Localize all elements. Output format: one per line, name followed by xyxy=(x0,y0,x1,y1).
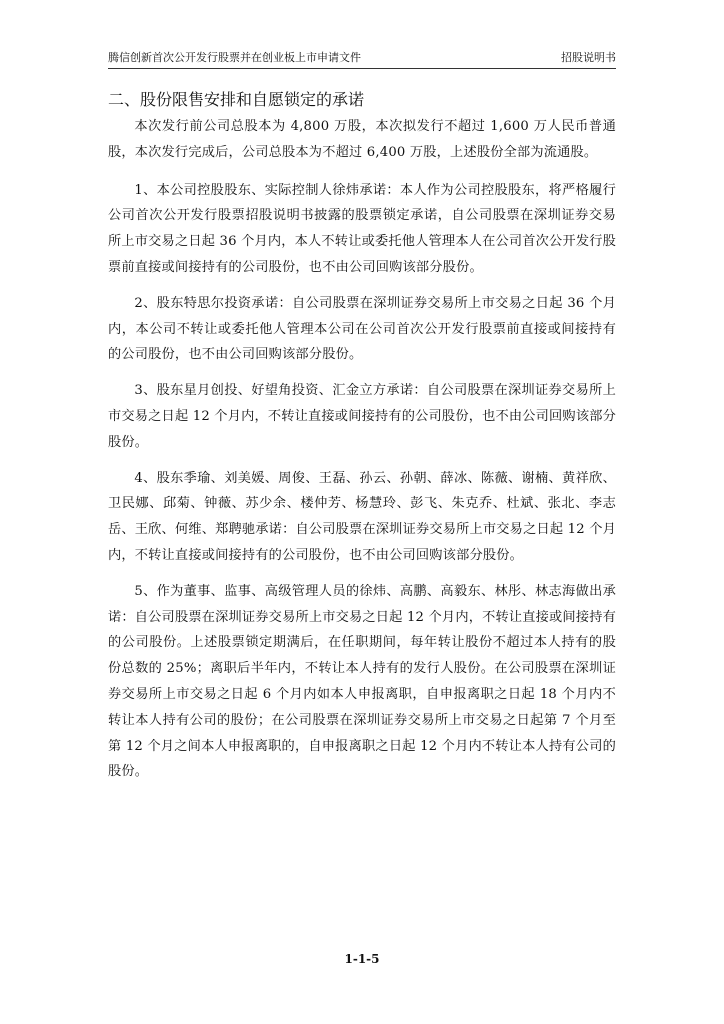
header-document-type: 招股说明书 xyxy=(561,51,616,64)
page-header xyxy=(108,48,616,69)
paragraph-commitment-3: 3、股东星月创投、好望角投资、汇金立方承诺：自公司股票在深圳证券交易所上市交易之日起 12 个月内，不转让直接或间接持有的公司股份，也不由公司回购该部分股份。 xyxy=(108,383,616,450)
paragraph-commitment-5: 5、作为董事、监事、高级管理人员的徐炜、高鹏、高毅东、林彤、林志海做出承诺：自公司股票在深圳证券交易所上市交易之日起 12 个月内，不转让直接或间接持有的公司股份。上述股票锁定期满后，在任职期间，每年转让股份不超过本人持有的股份总数的 25%；离职后半年内，不转让本人持有的发行人股份。在公司股票在深圳证券交易所上市交易之日起 6 个月内如本人申报离职，自申报离职之日起 18 个月内不转让本人持有公司的股份；在公司股票在深圳证券交易所上市交易之日起第 7 个月至第 12 个月之间本人申报离职的，自申报离职之日起 12 个月内不转让本人持有公司的股份。 xyxy=(108,583,616,780)
header-document-title: 腾信创新首次公开发行股票并在创业板上市申请文件 xyxy=(108,51,361,64)
paragraph-share-capital: 本次发行前公司总股本为 4,800 万股，本次拟发行不超过 1,600 万人民币普通股，本次发行完成后，公司总股本为不超过 6,400 万股，上述股份全部为流通股。 xyxy=(108,119,616,160)
page-number: 1-1-5 xyxy=(344,952,380,966)
paragraph-commitment-1: 1、本公司控股股东、实际控制人徐炜承诺：本人作为公司控股股东，将严格履行公司首次公开发行股票招股说明书披露的股票锁定承诺，自公司股票在深圳证券交易所上市交易之日起 36 个月内，本人不转让或委托他人管理本人在公司首次公开发行股票前直接或间接持有的公司股份，也不由公司回购该部分股份。 xyxy=(108,182,616,275)
document-body xyxy=(108,88,616,795)
paragraph-commitment-2: 2、股东特思尔投资承诺：自公司股票在深圳证券交易所上市交易之日起 36 个月内，本公司不转让或委托他人管理本公司在公司首次公开发行股票前直接或间接持有的公司股份，也不由公司回购该部分股份。 xyxy=(108,295,616,363)
paragraph-commitment-4: 4、股东季瑜、刘美媛、周俊、王磊、孙云、孙朝、薛冰、陈薇、谢楠、黄祥欣、卫民娜、邱菊、钟薇、苏少余、楼仲芳、杨慧玲、彭飞、朱克乔、杜斌、张北、李志岳、王欣、何维、郑聘驰承诺：自公司股票在深圳证券交易所上市交易之日起 12 个月内，不转让直接或间接持有的公司股份，也不由公司回购该部分股份。 xyxy=(108,470,616,563)
section-title: 二、股份限售安排和自愿锁定的承诺 xyxy=(108,90,365,109)
